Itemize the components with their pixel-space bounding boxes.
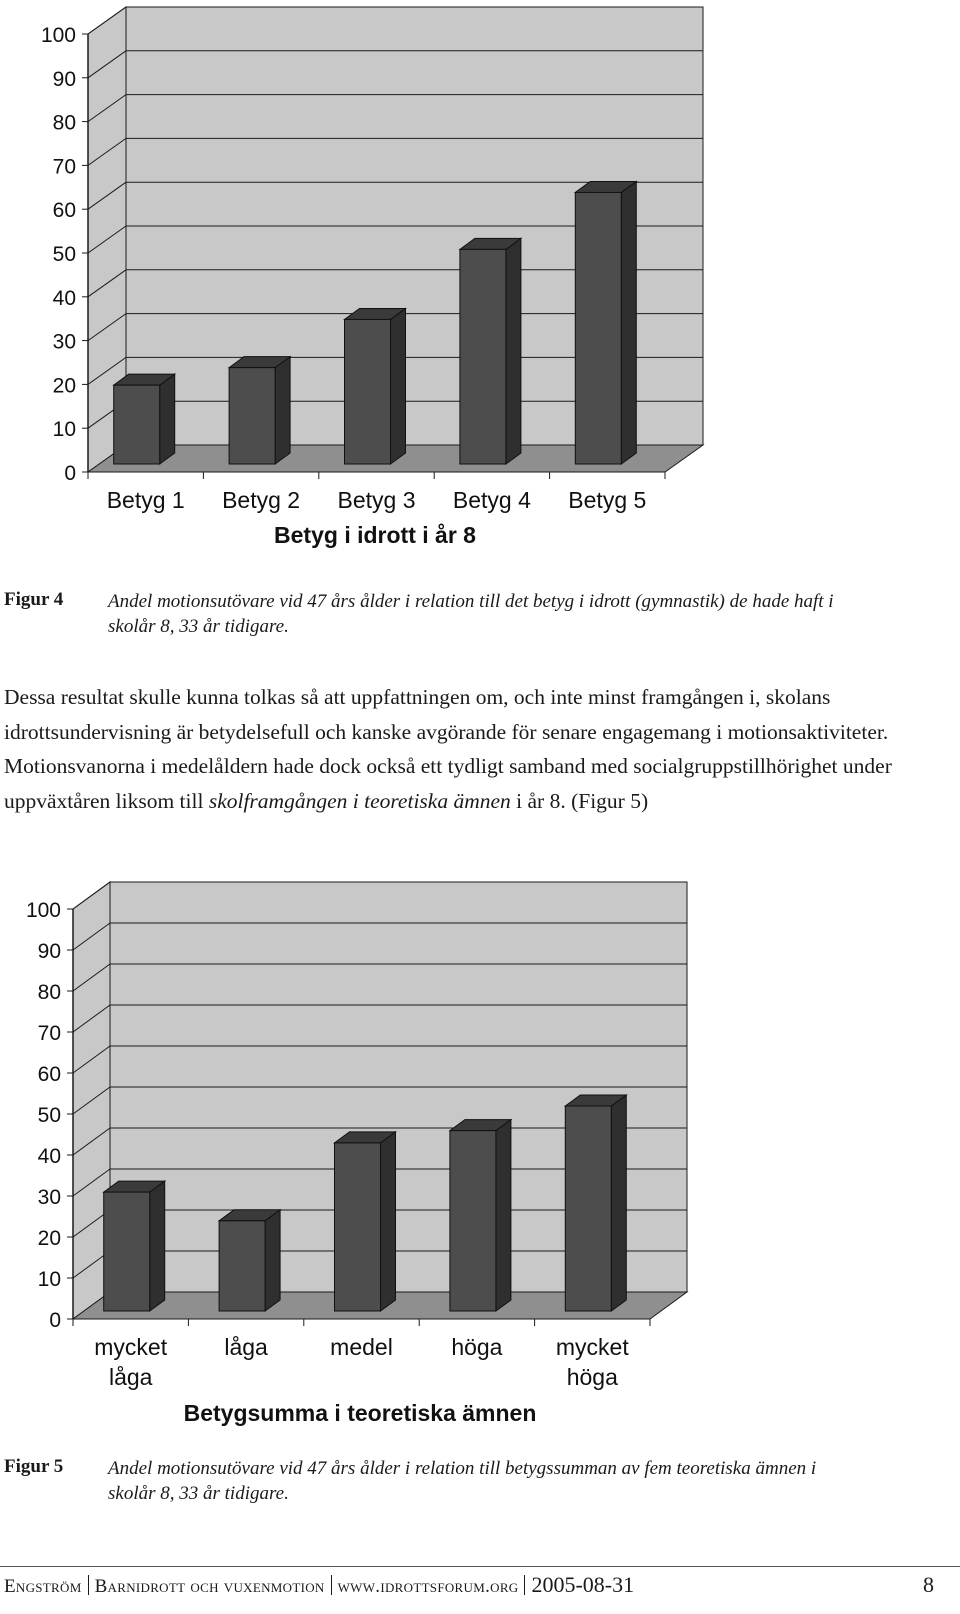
x-tick-label: Betyg 2 xyxy=(222,487,301,513)
page-number: 8 xyxy=(923,1572,934,1597)
y-tick-label: 50 xyxy=(52,243,76,266)
bar xyxy=(335,1143,381,1311)
footer-date: 2005-08-31 xyxy=(531,1572,635,1597)
figure-label: Figur 4 xyxy=(4,589,64,610)
x-tick-label: låga xyxy=(108,1364,153,1390)
bar xyxy=(460,249,506,464)
y-tick-label: 90 xyxy=(52,67,76,91)
bar xyxy=(229,368,275,464)
bar-side xyxy=(265,1210,280,1311)
y-tick-label: 0 xyxy=(64,462,76,485)
footer-title: Barnidrott och vuxenmotion xyxy=(94,1576,325,1597)
x-tick-label: mycket xyxy=(555,1334,629,1360)
x-axis-title: Betyg i idrott i år 8 xyxy=(274,522,476,548)
x-tick-label: höga xyxy=(566,1364,618,1390)
y-tick-label: 60 xyxy=(52,199,76,223)
bar-side xyxy=(506,238,521,464)
y-tick-label: 0 xyxy=(49,1309,61,1332)
y-tick-label: 10 xyxy=(52,418,76,442)
footer-separator xyxy=(331,1575,332,1595)
y-tick-label: 70 xyxy=(37,1022,61,1045)
bar xyxy=(104,1192,150,1311)
bar xyxy=(219,1221,265,1311)
body-text-part-2: i år 8. (Figur 5) xyxy=(510,788,649,813)
x-tick-label: Betyg 4 xyxy=(452,487,531,513)
y-tick-label: 100 xyxy=(40,24,76,47)
y-tick-label: 20 xyxy=(52,374,76,398)
bar-side xyxy=(621,181,636,464)
x-tick-label: medel xyxy=(330,1334,393,1360)
y-tick-label: 100 xyxy=(25,899,61,922)
bar xyxy=(575,192,621,464)
footer-separator xyxy=(524,1575,525,1595)
y-tick-label: 10 xyxy=(37,1268,61,1291)
footer-rule xyxy=(0,1566,960,1567)
body-text-emphasis: skolframgången i teoretiska ämnen xyxy=(208,788,511,813)
y-tick-label: 80 xyxy=(52,111,76,135)
y-tick-label: 90 xyxy=(37,940,61,963)
footer-separator xyxy=(88,1575,89,1595)
bar-side xyxy=(496,1120,511,1311)
footer-author: Engström xyxy=(4,1576,82,1597)
page-footer xyxy=(4,1572,934,1598)
y-tick-label: 40 xyxy=(37,1145,61,1168)
bar-side xyxy=(611,1095,626,1311)
x-tick-label: Betyg 5 xyxy=(568,487,647,513)
x-tick-label: Betyg 3 xyxy=(337,487,416,513)
y-tick-label: 80 xyxy=(37,981,61,1004)
y-tick-label: 40 xyxy=(52,286,76,310)
figure-caption-text: Andel motionsutövare vid 47 års ålder i relation till det betyg i idrott (gymnastik) de hade haft i skolår 8, 33 år tidigare. xyxy=(108,591,834,637)
bar-side xyxy=(150,1181,165,1311)
body-paragraph xyxy=(4,680,929,818)
y-tick-label: 20 xyxy=(37,1227,61,1250)
bar xyxy=(114,385,160,464)
bar-side xyxy=(391,308,406,464)
y-tick-label: 60 xyxy=(37,1063,61,1086)
figure-label: Figur 5 xyxy=(4,1456,64,1477)
footer-site: www.idrottsforum.org xyxy=(337,1576,519,1597)
chart-figur-5 xyxy=(0,870,960,1440)
x-tick-label: mycket xyxy=(94,1334,168,1360)
bar xyxy=(345,319,391,464)
figure-caption-text: Andel motionsutövare vid 47 års ålder i relation till betygssumman av fem teoretiska ämnen i skolår 8, 33 år tidigare. xyxy=(108,1458,817,1504)
bar-side xyxy=(275,357,290,464)
body-text-part-1: Dessa resultat skulle kunna tolkas så att uppfattningen om, och inte minst framgången i, skolans idrottsundervisning är betydelsefull och kanske avgörande för senare engagemang i motionsaktiviteter. Motionsvanorna i medelåldern hade dock också ett tydligt samband med socialgruppstillhörighet under uppväxtåren liksom till xyxy=(4,685,892,813)
x-tick-label: låga xyxy=(224,1334,268,1360)
bar xyxy=(565,1106,611,1311)
y-tick-label: 50 xyxy=(37,1104,61,1127)
x-axis-title: Betygsumma i teoretiska ämnen xyxy=(183,1400,537,1426)
chart-figur-4 xyxy=(0,0,960,560)
bar xyxy=(450,1131,496,1311)
y-tick-label: 70 xyxy=(52,155,76,179)
y-tick-label: 30 xyxy=(52,330,76,354)
bar-side xyxy=(381,1132,396,1311)
x-tick-label: Betyg 1 xyxy=(106,487,185,513)
x-tick-label: höga xyxy=(451,1334,503,1360)
y-tick-label: 30 xyxy=(37,1186,61,1209)
bar-side xyxy=(160,374,175,464)
